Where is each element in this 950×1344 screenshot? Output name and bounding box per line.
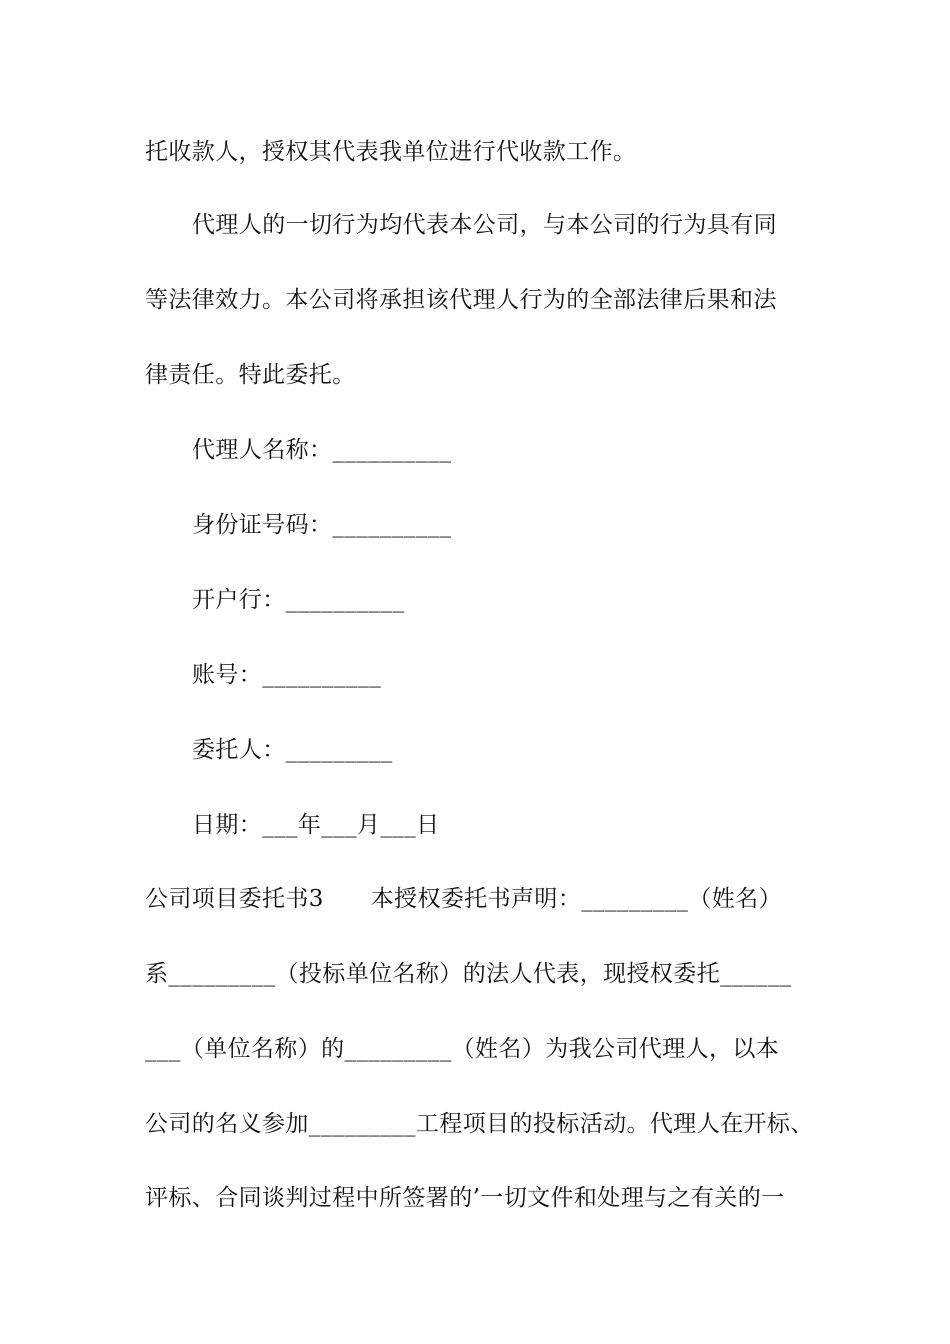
date-field: 日期：___年___月___日 (192, 812, 440, 838)
section-heading-line: 公司项目委托书3 本授权委托书声明：_________（姓名） (145, 886, 782, 912)
paragraph-line: 评标、合同谈判过程中所签署的’一切文件和处理与之有关的一 (145, 1185, 785, 1211)
paragraph-line: 代理人的一切行为均代表本公司，与本公司的行为具有同 (192, 212, 777, 238)
paragraph-line: 等法律效力。本公司将承担该代理人行为的全部法律后果和法 (145, 287, 777, 313)
paragraph-line: ___（单位名称）的_________（姓名）为我公司代理人，以本 (145, 1036, 780, 1062)
paragraph-line: 托收款人，授权其代表我单位进行代收款工作。 (145, 139, 637, 165)
principal-field: 委托人：_________ (192, 737, 393, 763)
id-number-field: 身份证号码：__________ (192, 512, 452, 538)
paragraph-line: 公司的名义参加_________工程项目的投标活动。代理人在开标、 (145, 1111, 814, 1137)
paragraph-line: 律责任。特此委托。 (145, 362, 356, 388)
paragraph-line: 系_________（投标单位名称）的法人代表，现授权委托______ (145, 961, 792, 987)
bank-field: 开户行：__________ (192, 587, 405, 613)
account-field: 账号：__________ (192, 662, 382, 688)
agent-name-field: 代理人名称：__________ (192, 437, 452, 463)
